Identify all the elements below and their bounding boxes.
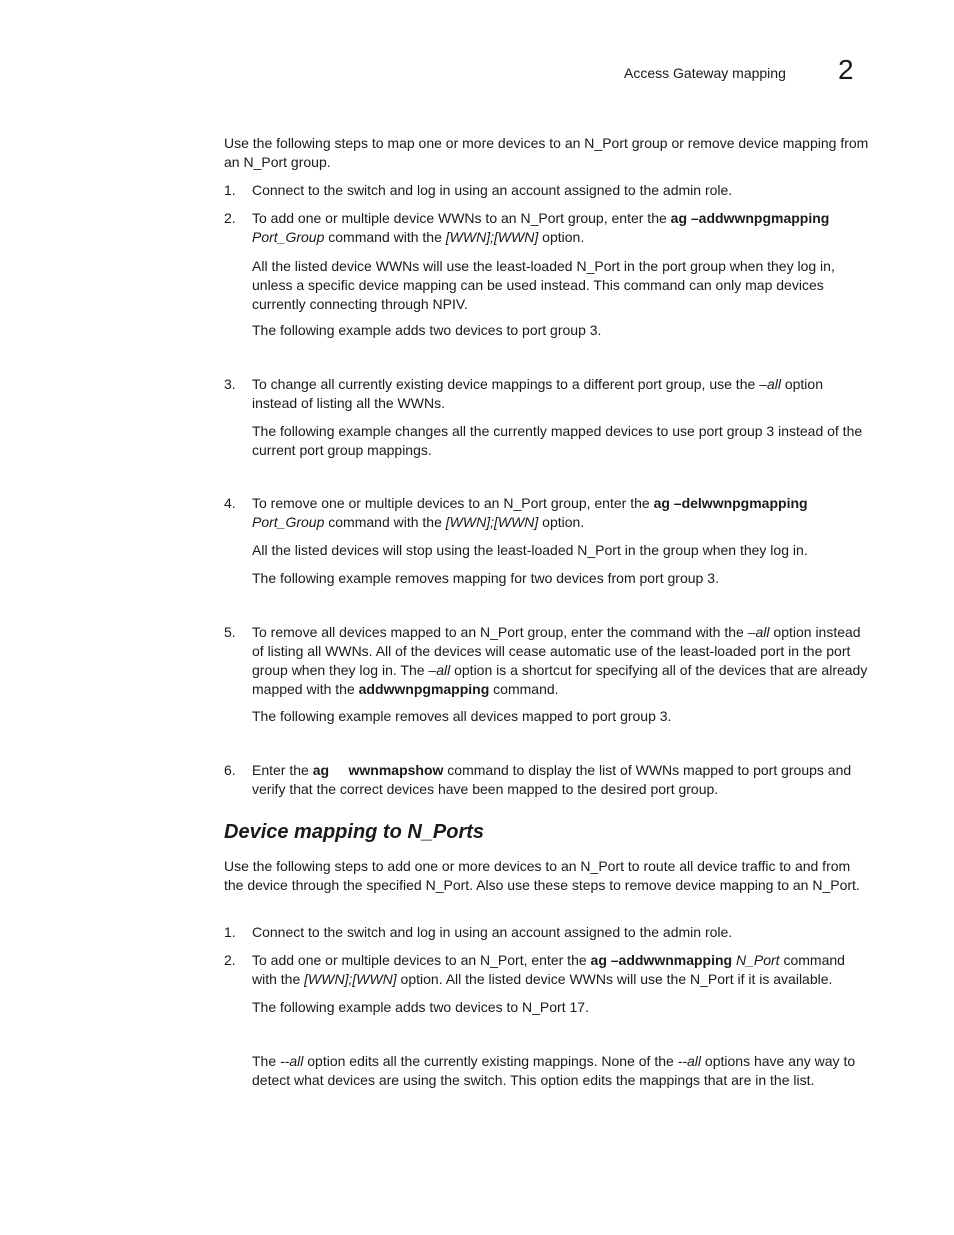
step-number: 2. xyxy=(224,210,236,226)
step-text: To remove one or multiple devices to an N_Port group, enter the ag –delwwnpgmapping Port_Group command with the [WWN];[WWN] option. xyxy=(252,495,808,530)
step-text: To remove all devices mapped to an N_Port group, enter the command with the –all option instead of listing all WWNs. All of the devices will cease automatic use of the least-loaded port in the port group when they log in. The –all option is a shortcut for specifying all of the devices that are already mapped with the addwwnpgmapping command. xyxy=(252,624,868,697)
section-intro: Use the following steps to add one or more devices to an N_Port to route all device traffic to and from the device through the specified N_Port. Also use these steps to remove device mapping to an N_Port. xyxy=(224,858,860,893)
example-caption: The following example adds two devices to N_Port 17. xyxy=(252,999,589,1015)
command: ag xyxy=(312,762,330,778)
step-text: To add one or multiple devices to an N_Port, enter the ag –addwwnmapping N_Port command with the [WWN];[WWN] option. All the listed device WWNs will use the N_Port if it is available. xyxy=(252,952,845,987)
step-note: The --all option edits all the currently existing mappings. None of the --all options have any way to detect what devices are using the switch. This option edits the mappings that are in the list. xyxy=(252,1053,856,1088)
command: ag –delwwnpgmapping xyxy=(653,495,808,511)
step-number: 5. xyxy=(224,624,236,640)
step-text: Connect to the switch and log in using an account assigned to the admin role. xyxy=(252,924,733,940)
chapter-number: 2 xyxy=(838,54,854,85)
intro-paragraph: Use the following steps to map one or more devices to an N_Port group or remove device mapping from an N_Port group. xyxy=(224,135,869,170)
example-caption: The following example removes mapping for two devices from port group 3. xyxy=(252,570,719,586)
step-number: 4. xyxy=(224,495,236,511)
step-description: All the listed device WWNs will use the least-loaded N_Port in the port group when they log in, unless a specific device mapping can be used instead. This command can only map devices currently connecting through NPIV. xyxy=(252,258,835,312)
step-text: Enter the ag wwnmapshow command to display the list of WWNs mapped to port groups and verify that the correct devices have been mapped to the desired port group. xyxy=(252,762,852,797)
example-caption: The following example removes all devices mapped to port group 3. xyxy=(252,708,672,724)
step-number: 6. xyxy=(224,762,236,778)
section-heading: Device mapping to N_Ports xyxy=(224,821,485,843)
step-text: Connect to the switch and log in using an account assigned to the admin role. xyxy=(252,182,733,198)
example-caption: The following example adds two devices to port group 3. xyxy=(252,322,602,338)
step-number: 1. xyxy=(224,182,236,198)
command: wwnmapshow xyxy=(348,762,444,778)
command: ag –addwwnmapping xyxy=(590,952,733,968)
step-number: 3. xyxy=(224,376,236,392)
step-text: To change all currently existing device mappings to a different port group, use the –all option instead of listing all the WWNs. xyxy=(252,376,823,411)
step-text: To add one or multiple device WWNs to an N_Port group, enter the ag –addwwnpgmapping Port_Group command with the [WWN];[WWN] option. xyxy=(252,210,830,245)
step-number: 2. xyxy=(224,952,236,968)
command: ag –addwwnpgmapping xyxy=(670,210,830,226)
example-caption: The following example changes all the currently mapped devices to use port group 3 instead of the current port group mappings. xyxy=(252,423,863,458)
step-number: 1. xyxy=(224,924,236,940)
step-description: All the listed devices will stop using the least-loaded N_Port in the group when they log in. xyxy=(252,542,808,558)
command: addwwnpgmapping xyxy=(358,681,490,697)
running-header: Access Gateway mapping xyxy=(624,65,786,81)
